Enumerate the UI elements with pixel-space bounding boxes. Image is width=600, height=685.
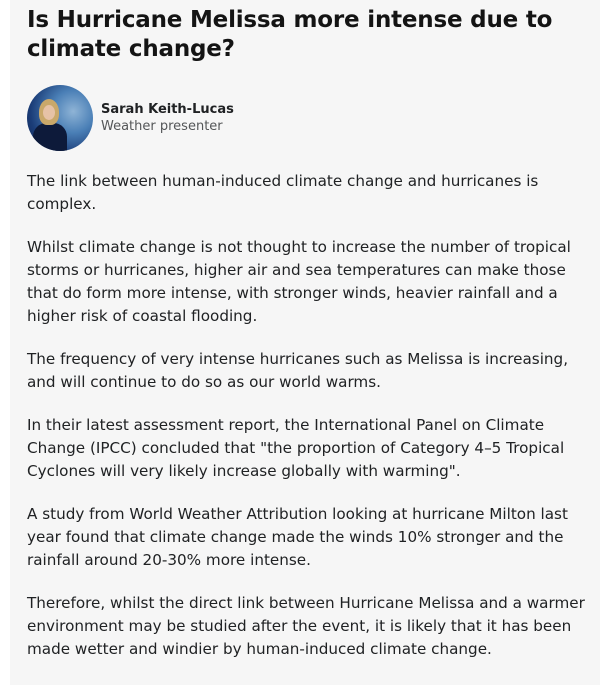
author-avatar	[27, 85, 93, 151]
paragraph: The frequency of very intense hurricanes such as Melissa is increasing, and will continue to do so as our world warms.	[27, 350, 569, 391]
article-body	[27, 170, 597, 661]
author-info	[101, 101, 234, 135]
article	[27, 6, 597, 681]
paragraph: Therefore, whilst the direct link between Hurricane Melissa and a warmer environment may be studied after the event, it is likely that it has been made wetter and windier by human-induced climate change.	[27, 594, 585, 658]
avatar-face	[43, 105, 55, 120]
avatar-figure	[33, 123, 67, 151]
paragraph: In their latest assessment report, the International Panel on Climate Change (IPCC) concluded that "the proportion of Category 4–5 Tropical Cyclones will very likely increase globally with warming".	[27, 416, 565, 480]
author-role: Weather presenter	[101, 119, 223, 134]
article-title: Is Hurricane Melissa more intense due to climate change?	[27, 7, 553, 62]
paragraph: The link between human-induced climate change and hurricanes is complex.	[27, 172, 539, 213]
paragraph: A study from World Weather Attribution looking at hurricane Milton last year found that climate change made the winds 10% stronger and the rainfall around 20-30% more intense.	[27, 505, 568, 569]
paragraph: Whilst climate change is not thought to increase the number of tropical storms or hurricanes, higher air and sea temperatures can make those that do form more intense, with stronger winds, heavier rainfall and a higher risk of coastal flooding.	[27, 238, 571, 325]
author-name: Sarah Keith-Lucas	[101, 102, 234, 117]
byline	[27, 85, 597, 151]
